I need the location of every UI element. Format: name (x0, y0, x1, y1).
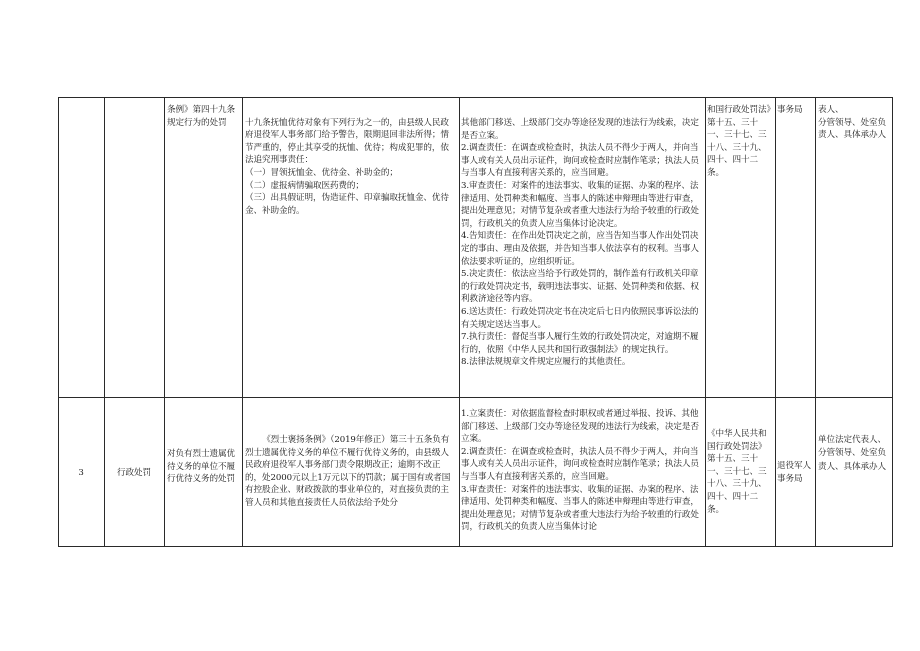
cell-responsible: 单位法定代表人、分管领导、处室负责人、具体承办人 (818, 435, 886, 472)
cell-duties: 其他部门移送、上级部门交办等途径发现的违法行为线索，决定是否立案。 2.调查责任：在调查或检查时，执法人员不得少于两人，并向当事人或有关人员出示证件，询问或检查时应制作笔录；执法人员与当事人有直接利害关系的，应当回避。 3.审查责任：对案件的违法事实、收集的证据、办案的程序、法律适用、处罚种类和幅度、当事人的陈述申辩理由等进行审查，提出处理意见；对情节复杂或者重大违法行为给予较重的行政处罚，行政机关的负责人应当集体讨论决定。 4.告知责任：在作出处罚决定之前，应当告知当事人作出处罚决定的事由、理由及依据，并告知当事人依法享有的权利。当事人依法要求听证的，应组织听证。 5.决定责任：依法应当给予行政处罚的，制作盖有行政机关印章的行政处罚决定书，载明违法事实、证据、处罚种类和依据、权利救济途径等内容。 6.送达责任：行政处罚决定书在决定后七日内依照民事诉讼法的有关规定送达当事人。 7.执行责任：督促当事人履行生效的行政处罚决定，对逾期不履行的，依照《中华人民共和国行政强制法》的规定执行。 8.法律法规规章文件规定应履行的其他责任。 (461, 118, 699, 368)
cell-duties: 1.立案责任：对依据监督检查时职权或者通过举报、投诉、其他部门移送、上级部门交办等途径发现的违法行为线索，决定是否立案。 2.调查责任：在调查或检查时，执法人员不得少于两人，并向当事人或有关人员出示证件，询问或检查时应制作笔录；执法人员与当事人有直接利害关系的，应当回避。 3.审查责任：对案件的违法事实、收集的证据、办案的程序、法律适用、处罚种类和幅度、当事人的陈述申辩理由等进行审查，提出处理意见；对情节复杂或者重大违法行为给予较重的行政处罚，行政机关的负责人应当集体讨论 (461, 409, 699, 533)
column-divider (242, 97, 243, 547)
table-border-right (892, 97, 893, 547)
cell-department: 事务局 (777, 105, 803, 115)
cell-legal-basis (245, 104, 457, 224)
cell-index: 3 (78, 468, 84, 478)
row-divider (58, 397, 893, 398)
cell-responsible: 表人、 分管领导、处室负责人、具体承办人 (818, 105, 886, 141)
cell-item-name: 条例》第四十九条规定行为的处罚 (167, 105, 235, 128)
cell-item-name: 对负有烈士遗属优待义务的单位不履行优待义务的处罚 (167, 449, 235, 485)
column-divider (775, 97, 776, 547)
cell-category: 行政处罚 (117, 468, 151, 478)
column-divider (705, 97, 706, 547)
table-border-bottom (58, 546, 893, 547)
basis-text: 十九条抚恤优待对象有下列行为之一的，由县级人民政府退役军人事务部门给予警告，限期退回非法所得；情节严重的，停止其享受的抚恤、优待；构成犯罪的，依法追究刑事责任： （一）冒领抚恤金、优待金、补助金的； （二）虚报病情骗取医药费的； （三）出具假证明，伪造证件、印章骗取抚恤金、优待金、补助金的。 (245, 117, 449, 216)
cell-legal-basis: 《烈士褒扬条例》（2019年修正）第三十五条负有烈士遗属优待义务的单位不履行优待义务的，由县级人民政府退役军人事务部门责令限期改正；逾期不改正的，处2000元以上1万元以下的罚款；属于国有或者国有控股企业、财政拨款的事业单位的，对直接负责的主管人员和其他直接责任人员依法给予处分 (245, 435, 451, 508)
column-divider (164, 97, 165, 547)
cell-law-reference: 和国行政处罚法》第十五、三十一、三十七、三十八、三十九、四十、四十二条。 (707, 105, 771, 178)
cell-law-reference: 《中华人民共和国行政处罚法》第十五、三十一、三十七、三十八、三十九、四十、四十二条。 (707, 429, 767, 515)
column-divider (459, 97, 460, 547)
table-border-top (58, 97, 893, 98)
column-divider (815, 97, 816, 547)
cell-department: 退役军人事务局 (777, 461, 811, 484)
